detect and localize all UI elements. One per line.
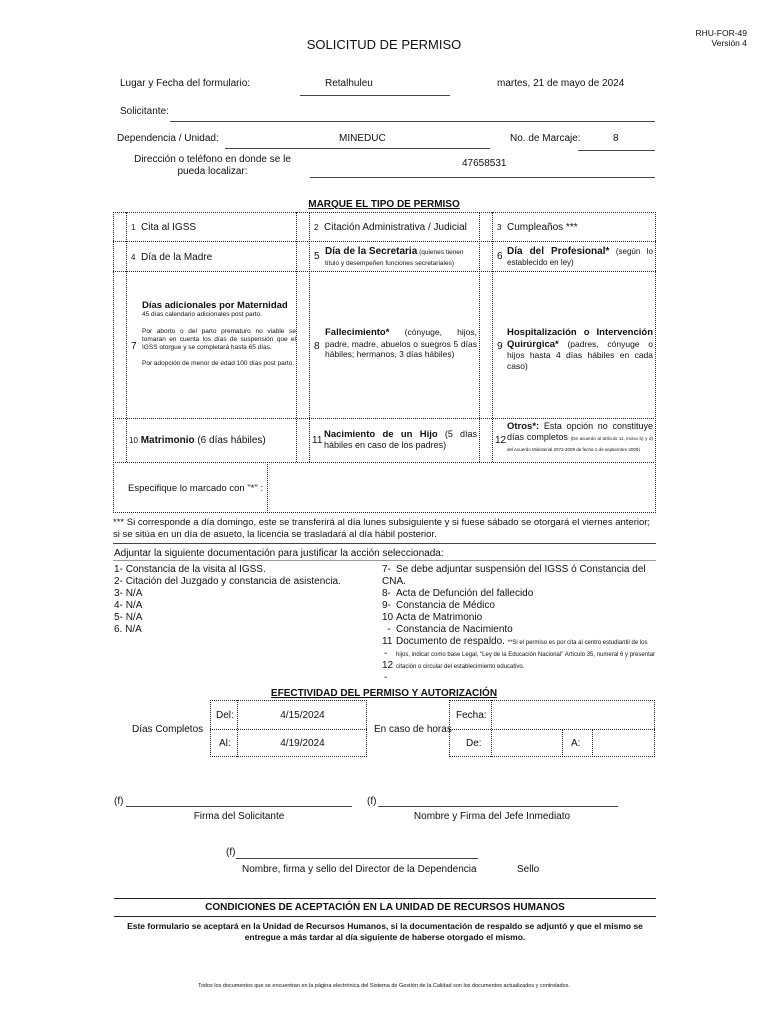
permiso-option-5-number: 5 (314, 251, 320, 262)
del-label: Del: (216, 710, 234, 721)
permiso-option-2[interactable]: 2 Citación Administrativa / Judicial (314, 222, 467, 233)
permiso-option-7-number: 7 (131, 341, 137, 352)
permiso-option-9-number: 9 (497, 341, 503, 352)
firma-jefe-label: Nombre y Firma del Jefe Inmediato (413, 811, 571, 822)
condiciones-rule-bottom (114, 916, 656, 917)
document-code: RHU-FOR-49 (695, 28, 747, 38)
nota-dias: *** Si corresponde a día domingo, este se transferirá al día lunes subsiguiente y si fuese sábado se otorgará el viernes anterior; si se sitúa en un día de asueto, la licencia se trasladará al día hábil posterior. (113, 517, 651, 540)
permiso-option-1[interactable]: 1 Cita al IGSS (131, 222, 197, 233)
doc-item-5: 5- N/A (114, 612, 143, 623)
lugar-fecha-label: Lugar y Fecha del formulario: (120, 78, 251, 89)
condiciones-text: Este formulario se aceptará en la Unidad de Recursos Humanos, si la documentación de respaldo se adjuntó y que el mismo se entregue a más tardar al día siguiente de haberse otorgado el mismo. (127, 921, 643, 942)
permiso-option-3[interactable]: 3 Cumpleaños *** (497, 222, 578, 233)
condiciones-rule-top (114, 898, 656, 899)
firma-solicitante-line[interactable] (126, 806, 352, 807)
documentacion-left-list (114, 564, 364, 636)
doc-item-7: 7- Se debe adjuntar suspensión del IGSS ó Constancia del CNA. (382, 564, 646, 587)
footer-note: Todos los documentos que se encuentran en la página electrónica del Sistema de Gestión de la Calidad son los documentos actualizados y controlados. (198, 983, 570, 989)
permiso-option-11-number: 11 (312, 435, 323, 446)
doc-item-3: 3- N/A (114, 588, 143, 599)
permiso-option-8-number: 8 (314, 341, 320, 352)
dias-completos-label: Días Completos (132, 724, 204, 735)
doc-item-11: 11 Documento de respaldo. **Si el permiso es por cita al centro estudiantil de los hijos, indicar como base Legal, "Ley de la Educación Nacional" Artículo 35, numeral 6 y presentar citación o circular del establecimiento educativo. - 12 - (382, 636, 656, 683)
doc-item-1: 1- Constancia de la visita al IGSS. (114, 564, 266, 575)
especifique-label: Especifique lo marcado con "*" : (128, 483, 264, 494)
document-version: Versión 4 (711, 38, 747, 48)
dependencia-label: Dependencia / Unidad: (117, 133, 219, 144)
doc-item-9: 9- Constancia de Médico (382, 600, 495, 611)
doc-item-10b: - Constancia de Nacimiento (387, 624, 513, 635)
lugar-value[interactable]: Retalhuleu (325, 78, 373, 89)
doc-item-4: 4- N/A (114, 600, 143, 611)
fecha-value[interactable]: martes, 21 de mayo de 2024 (497, 78, 625, 89)
de-field[interactable] (493, 731, 561, 755)
firma-jefe-line[interactable] (378, 806, 618, 807)
a-label: A: (571, 738, 581, 749)
permiso-option-11[interactable]: Nacimiento de un Hijo (5 días hábiles en caso de los padres) (324, 429, 478, 450)
especifique-field[interactable] (269, 464, 654, 511)
efectividad-title: EFECTIVIDAD DEL PERMISO Y AUTORIZACIÓN (270, 688, 498, 699)
solicitante-label: Solicitante: (120, 106, 169, 117)
page-title: SOLICITUD DE PERMISO (306, 37, 462, 52)
permiso-option-5[interactable]: Día de la Secretaria (quienes tienen título y desempeñen funciones secretariales) (325, 246, 464, 267)
permiso-option-6[interactable]: Día del Profesional* (según lo establecido en ley) (507, 246, 653, 267)
al-value[interactable]: 4/19/2024 (280, 738, 325, 749)
permiso-option-8[interactable]: Fallecimiento* (cónyuge, hijos, padre, madre, abuelos o suegros 5 días hábiles; hermanos, 3 días hábiles) (325, 327, 477, 359)
doc-item-8: 8- Acta de Defunción del fallecido (382, 588, 534, 599)
permiso-option-6-number: 6 (497, 251, 503, 262)
fecha-field[interactable] (493, 702, 653, 728)
a-field[interactable] (594, 731, 653, 755)
permiso-section-title: MARQUE EL TIPO DE PERMISO (308, 199, 460, 210)
del-value[interactable]: 4/15/2024 (280, 710, 325, 721)
doc-item-6: 6. N/A (114, 624, 142, 635)
firma-director-f: (f) (226, 847, 236, 858)
doc-item-2: 2- Citación del Juzgado y constancia de asistencia. (114, 576, 341, 587)
firma-jefe-f: (f) (367, 796, 377, 807)
permiso-option-12-number: 12 (495, 435, 507, 446)
dependencia-value[interactable]: MINEDUC (339, 133, 386, 144)
permiso-option-10[interactable]: 10 Matrimonio (6 días hábiles) (129, 435, 266, 446)
direccion-value[interactable]: 47658531 (462, 158, 507, 169)
firma-solicitante-f: (f) (114, 796, 124, 807)
firma-solicitante-label: Firma del Solicitante (193, 811, 285, 822)
firma-director-line[interactable] (236, 858, 478, 859)
doc-item-10: 10 Acta de Matrimonio (382, 612, 483, 623)
permiso-option-4[interactable]: 4 Día de la Madre (131, 252, 213, 263)
de-label: De: (466, 738, 482, 749)
al-label: Al: (219, 738, 231, 749)
permiso-option-7[interactable]: Días adicionales por Maternidad 45 días calendario adicionales post parto. Por aborto o del parto prematuro no viable se tomaran en cuenta los días de suspensión que el IGSS otorgue y se completará hasta 65 días. Por adopción de menor de edad 100 días post parto. (142, 300, 296, 367)
sello-label: Sello (517, 864, 540, 875)
solicitante-field[interactable] (170, 121, 655, 122)
marcaje-value[interactable]: 8 (613, 133, 619, 144)
marcaje-label: No. de Marcaje: (510, 133, 581, 144)
firma-director-label: Nombre, firma y sello del Director de la Dependencia (242, 864, 477, 875)
permiso-option-9[interactable]: Hospitalización o Intervención Quirúrgica* (padres, cónyuge o hijos hasta 4 días hábiles en cada caso) (507, 327, 653, 371)
fecha-label: Fecha: (456, 710, 487, 721)
documentacion-right-list (382, 564, 657, 683)
documentacion-intro: Adjuntar la siguiente documentación para justificar la acción seleccionada: (114, 548, 444, 559)
permiso-option-12[interactable]: Otros*: Esta opción no constituye días completos (De acuerdo al artículo 11, inciso b) y d) del Acuerdo Ministerial 2072-2009 de fecha 1 de septiembre 2009) (507, 421, 653, 452)
caso-horas-label: En caso de horas (374, 724, 452, 735)
direccion-label: Dirección o teléfono en donde se le pueda localizar: (134, 154, 291, 177)
condiciones-title: CONDICIONES DE ACEPTACIÓN EN LA UNIDAD DE RECURSOS HUMANOS (205, 902, 565, 913)
